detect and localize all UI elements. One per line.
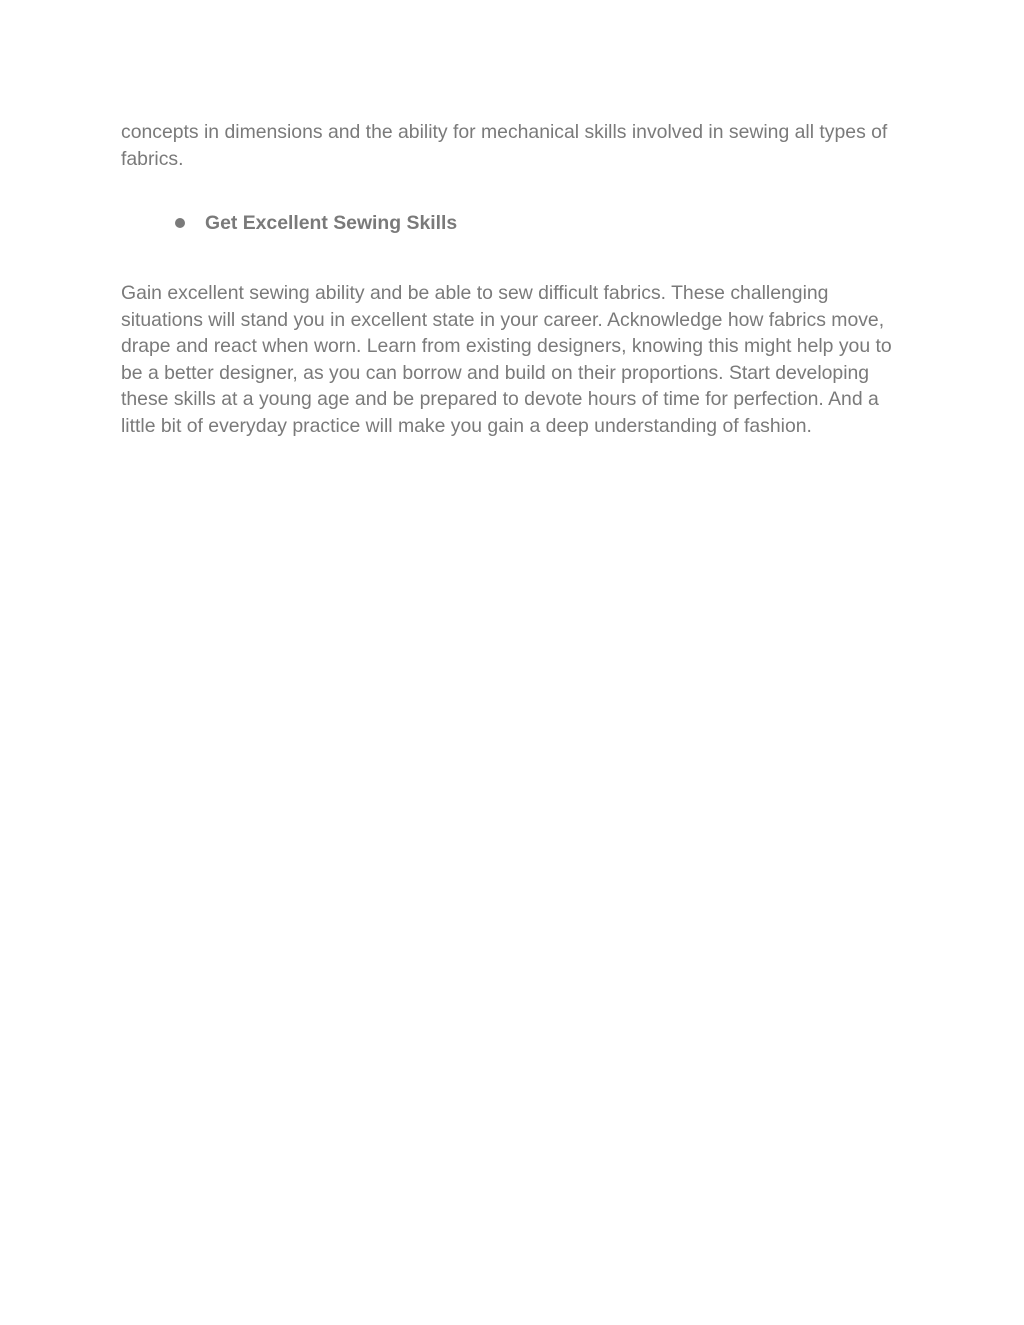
paragraph-body: Gain excellent sewing ability and be able to sew difficult fabrics. These challenging situations will stand you in excellent state in your career. Acknowledge how fabrics move, drape and react when worn. Learn from existing designers, knowing this might help you to be a better designer, as you can borrow and build on their proportions. Start developing these skills at a young age and be prepared to devote hours of time for perfection. And a little bit of everyday practice will make you gain a deep understanding of fashion.	[121, 282, 892, 437]
section-heading: Get Excellent Sewing Skills	[205, 212, 458, 234]
paragraph-intro: concepts in dimensions and the ability for mechanical skills involved in sewing all types of fabrics.	[121, 121, 888, 170]
bullet-icon	[175, 218, 185, 228]
bullet-list-item	[175, 209, 457, 237]
